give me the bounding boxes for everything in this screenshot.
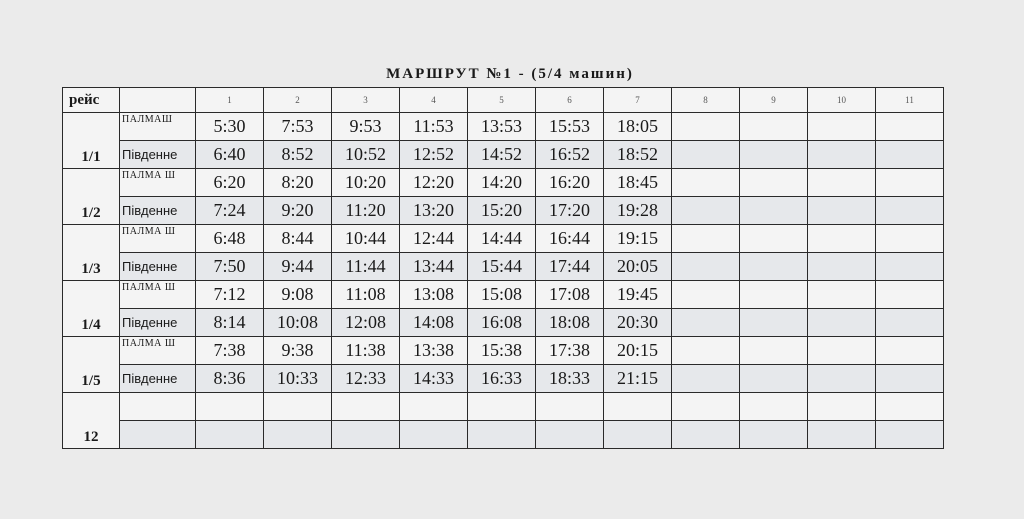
time-cell: 19:15 [604,225,672,253]
time-cell: 8:44 [264,225,332,253]
time-cell [672,113,740,141]
header-row [63,88,944,113]
time-cell: 10:44 [332,225,400,253]
time-cell [672,365,740,393]
trip-id: 1/3 [63,225,120,281]
time-cell: 14:44 [468,225,536,253]
trip-row-arrival [63,197,944,225]
stop-name [120,393,196,421]
col-header: 6 [536,88,604,113]
time-cell [672,421,740,449]
time-cell [740,337,808,365]
time-cell: 9:20 [264,197,332,225]
time-cell: 15:53 [536,113,604,141]
time-cell: 16:20 [536,169,604,197]
time-cell: 7:24 [196,197,264,225]
trip-row-arrival [63,309,944,337]
stop-name: ПАЛМАШ [120,113,196,141]
time-cell [808,169,876,197]
col-header: 8 [672,88,740,113]
time-cell: 11:08 [332,281,400,309]
time-cell: 12:08 [332,309,400,337]
stop-header [120,88,196,113]
time-cell [536,421,604,449]
time-cell: 5:30 [196,113,264,141]
time-cell: 19:28 [604,197,672,225]
col-header: 7 [604,88,672,113]
time-cell: 19:45 [604,281,672,309]
time-cell: 17:44 [536,253,604,281]
col-header: 2 [264,88,332,113]
time-cell: 6:48 [196,225,264,253]
time-cell: 10:08 [264,309,332,337]
time-cell [672,393,740,421]
time-cell [264,393,332,421]
time-cell [808,309,876,337]
time-cell: 16:52 [536,141,604,169]
time-cell [876,309,944,337]
time-cell [808,421,876,449]
time-cell: 13:38 [400,337,468,365]
time-cell: 9:53 [332,113,400,141]
time-cell [332,421,400,449]
time-cell [604,393,672,421]
stop-name: Південне [120,141,196,169]
time-cell [740,169,808,197]
stop-name: Південне [120,253,196,281]
time-cell: 14:33 [400,365,468,393]
time-cell: 15:38 [468,337,536,365]
time-cell: 13:53 [468,113,536,141]
time-cell: 17:08 [536,281,604,309]
time-cell [672,253,740,281]
time-cell: 9:08 [264,281,332,309]
time-cell [740,141,808,169]
time-cell [876,393,944,421]
time-cell: 10:52 [332,141,400,169]
time-cell: 14:52 [468,141,536,169]
time-cell [808,337,876,365]
time-cell [876,225,944,253]
time-cell [400,393,468,421]
time-cell: 8:36 [196,365,264,393]
time-cell [876,197,944,225]
trip-row-departure [63,113,944,141]
time-cell: 12:20 [400,169,468,197]
time-cell: 21:15 [604,365,672,393]
time-cell [264,421,332,449]
stop-name: ПАЛМА Ш [120,225,196,253]
time-cell: 12:33 [332,365,400,393]
time-cell: 8:52 [264,141,332,169]
time-cell [196,421,264,449]
time-cell: 14:20 [468,169,536,197]
col-header: 9 [740,88,808,113]
time-cell [740,113,808,141]
time-cell: 6:20 [196,169,264,197]
time-cell [808,393,876,421]
time-cell: 11:44 [332,253,400,281]
time-cell [672,169,740,197]
time-cell [808,197,876,225]
time-cell: 17:20 [536,197,604,225]
time-cell [672,197,740,225]
time-cell: 18:52 [604,141,672,169]
time-cell [672,281,740,309]
stop-name: Південне [120,365,196,393]
time-cell: 6:40 [196,141,264,169]
stop-name: Південне [120,309,196,337]
col-header: 5 [468,88,536,113]
stop-name: Південне [120,197,196,225]
col-header: 3 [332,88,400,113]
time-cell [808,253,876,281]
time-cell [740,197,808,225]
time-cell [672,225,740,253]
col-header: 4 [400,88,468,113]
time-cell [740,421,808,449]
time-cell [876,141,944,169]
time-cell: 12:44 [400,225,468,253]
time-cell: 15:44 [468,253,536,281]
time-cell: 7:38 [196,337,264,365]
time-cell: 13:08 [400,281,468,309]
trip-id: 1/4 [63,281,120,337]
time-cell: 18:33 [536,365,604,393]
time-cell [876,169,944,197]
time-cell: 7:53 [264,113,332,141]
time-cell [876,253,944,281]
schedule-table [62,87,944,449]
time-cell [740,393,808,421]
stop-name: ПАЛМА Ш [120,169,196,197]
time-cell: 11:20 [332,197,400,225]
trip-row-departure [63,393,944,421]
time-cell: 18:45 [604,169,672,197]
stop-name: ПАЛМА Ш [120,337,196,365]
time-cell: 13:44 [400,253,468,281]
trip-id: 1/2 [63,169,120,225]
time-cell [808,281,876,309]
time-cell: 18:05 [604,113,672,141]
time-cell: 10:33 [264,365,332,393]
time-cell: 8:14 [196,309,264,337]
time-cell [808,141,876,169]
time-cell [876,365,944,393]
stop-name [120,421,196,449]
time-cell [740,253,808,281]
trip-row-arrival [63,253,944,281]
time-cell: 7:50 [196,253,264,281]
trip-row-arrival [63,141,944,169]
time-cell [740,225,808,253]
trip-id: 1/1 [63,113,120,169]
time-cell: 10:20 [332,169,400,197]
time-cell: 20:30 [604,309,672,337]
time-cell [876,281,944,309]
time-cell [536,393,604,421]
route-title: МАРШРУТ №1 - (5/4 машин) [386,66,634,82]
trip-row-departure [63,169,944,197]
time-cell [604,421,672,449]
trip-row-arrival [63,421,944,449]
time-cell: 16:08 [468,309,536,337]
time-cell [876,113,944,141]
reis-header: рейс [63,88,120,113]
col-header: 1 [196,88,264,113]
time-cell: 9:38 [264,337,332,365]
trip-id: 1/5 [63,337,120,393]
trip-row-departure [63,337,944,365]
time-cell [876,337,944,365]
time-cell [740,309,808,337]
time-cell: 15:08 [468,281,536,309]
time-cell: 14:08 [400,309,468,337]
time-cell: 7:12 [196,281,264,309]
time-cell [808,365,876,393]
time-cell: 20:05 [604,253,672,281]
time-cell [808,225,876,253]
time-cell [740,281,808,309]
time-cell [468,421,536,449]
time-cell [196,393,264,421]
time-cell: 12:52 [400,141,468,169]
stop-name: ПАЛМА Ш [120,281,196,309]
time-cell [672,141,740,169]
time-cell: 18:08 [536,309,604,337]
time-cell: 8:20 [264,169,332,197]
trip-row-departure [63,281,944,309]
trip-row-departure [63,225,944,253]
time-cell: 20:15 [604,337,672,365]
time-cell: 15:20 [468,197,536,225]
col-header: 11 [876,88,944,113]
col-header: 10 [808,88,876,113]
trip-row-arrival [63,365,944,393]
time-cell: 11:53 [400,113,468,141]
time-cell: 17:38 [536,337,604,365]
time-cell [400,421,468,449]
time-cell [876,421,944,449]
time-cell: 13:20 [400,197,468,225]
time-cell: 9:44 [264,253,332,281]
time-cell: 11:38 [332,337,400,365]
time-cell [672,309,740,337]
time-cell [332,393,400,421]
time-cell [672,337,740,365]
time-cell: 16:44 [536,225,604,253]
time-cell [740,365,808,393]
time-cell [808,113,876,141]
time-cell: 16:33 [468,365,536,393]
time-cell [468,393,536,421]
trip-id: 12 [63,393,120,449]
